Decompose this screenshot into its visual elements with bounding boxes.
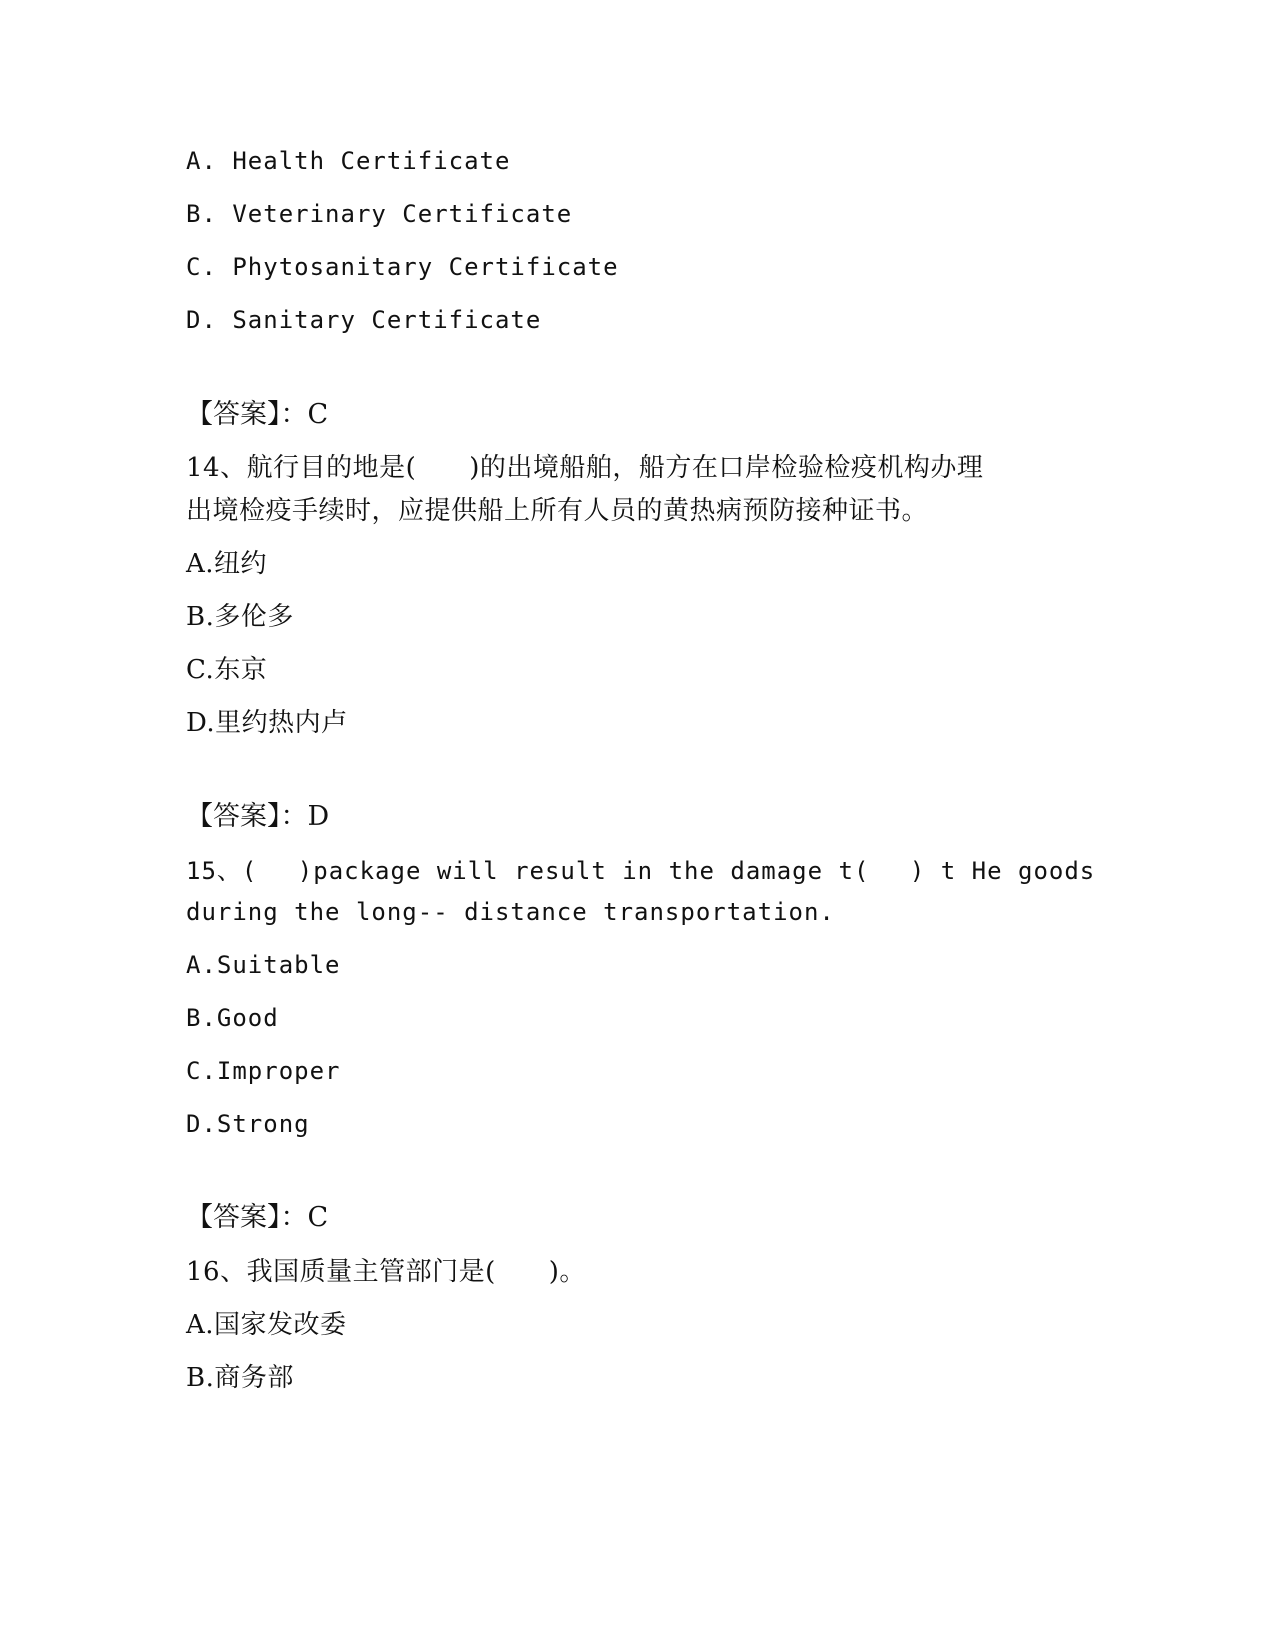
q15-option-b: B.Good (186, 1004, 279, 1032)
q16-option-b: B.商务部 (186, 1363, 294, 1393)
q13-answer: 【答案】：C (186, 399, 329, 430)
q15-stem-line2: during the long-- distance transportation. (186, 898, 835, 926)
q15-option-c: C.Improper (186, 1057, 341, 1085)
q13-option-d: D. Sanitary Certificate (186, 306, 542, 334)
q14-answer: 【答案】：D (186, 801, 330, 832)
q13-option-b: B. Veterinary Certificate (186, 200, 573, 228)
q15-option-a: A.Suitable (186, 951, 341, 979)
q14-stem-line2: 出境检疫手续时，应提供船上所有人员的黄热病预防接种证书。 (186, 496, 929, 526)
q14-option-d: D.里约热内卢 (186, 708, 348, 738)
q14-option-c: C.东京 (186, 655, 268, 685)
q13-option-c: C. Phytosanitary Certificate (186, 253, 619, 281)
q16-option-a: A.国家发改委 (186, 1310, 347, 1340)
q15-answer: 【答案】：C (186, 1202, 329, 1233)
q14-option-b: B.多伦多 (186, 602, 294, 632)
q16-stem: 16、我国质量主管部门是( )。 (186, 1257, 586, 1287)
q14-option-a: A.纽约 (186, 549, 268, 579)
q13-option-a: A. Health Certificate (186, 147, 511, 175)
q15-option-d: D.Strong (186, 1110, 310, 1138)
q14-stem-line1: 14、航行目的地是( )的出境船舶，船方在口岸检验检疫机构办理 (186, 453, 984, 483)
q15-stem-line1: 15、( )package will result in the damage t( ) t He goods (186, 857, 1096, 885)
